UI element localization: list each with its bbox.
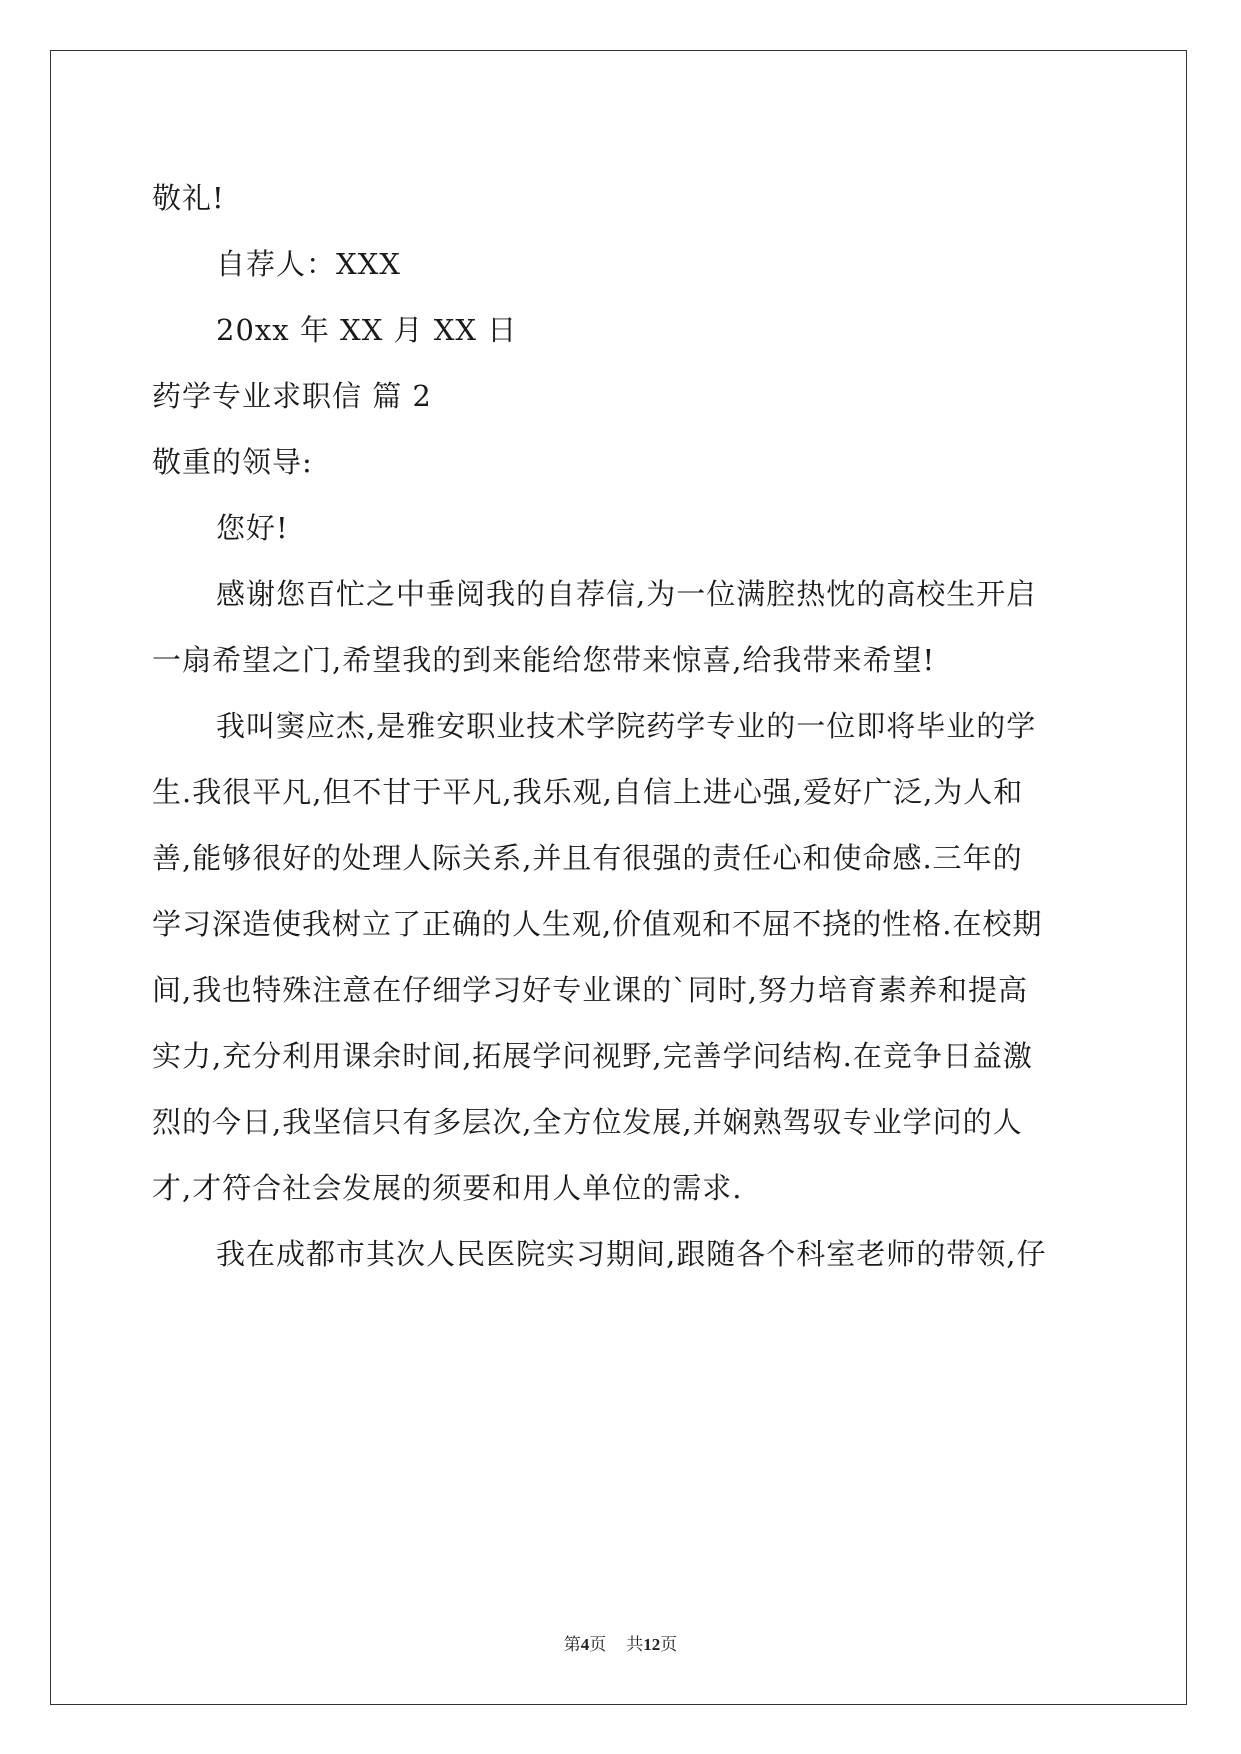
body-line: 烈的今日,我坚信只有多层次,全方位发展,并娴熟驾驭专业学问的人 — [152, 1105, 1023, 1139]
greeting: 您好! — [216, 511, 289, 545]
body-line: 间,我也特殊注意在仔细学习好专业课的`同时,努力培育素养和提高 — [152, 973, 1028, 1007]
page-suffix: 页 — [589, 1635, 607, 1654]
body-line: 我叫窦应杰,是雅安职业技术学院药学专业的一位即将毕业的学 — [216, 709, 1037, 743]
letter-salutation: 敬重的领导: — [152, 445, 313, 479]
body-line: 实力,充分利用课余时间,拓展学问视野,完善学问结构.在竞争日益激 — [152, 1039, 1033, 1073]
body-line: 我在成都市其次人民医院实习期间,跟随各个科室老师的带领,仔 — [216, 1237, 1047, 1271]
total-prefix: 共 — [626, 1635, 644, 1654]
total-suffix: 页 — [660, 1635, 678, 1654]
body-line: 生.我很平凡,但不甘于平凡,我乐观,自信上进心强,爱好广泛,为人和 — [152, 775, 1024, 809]
page-footer — [0, 1630, 1241, 1655]
current-page-number: 4 — [580, 1635, 590, 1654]
document-body — [152, 165, 1092, 1287]
total-page-count: 12 — [643, 1635, 661, 1654]
body-line: 才,才符合社会发展的须要和用人单位的需求. — [152, 1171, 743, 1205]
body-line: 感谢您百忙之中垂阅我的自荐信,为一位满腔热忱的高校生开启 — [216, 577, 1037, 611]
body-line: 善,能够很好的处理人际关系,并且有很强的责任心和使命感.三年的 — [152, 841, 1023, 875]
page-prefix: 第 — [563, 1635, 581, 1654]
signature-name: 自荐人：XXX — [216, 247, 401, 281]
signature-date: 20xx 年 XX 月 XX 日 — [216, 313, 518, 347]
body-line: 一扇希望之门,希望我的到来能给您带来惊喜,给我带来希望! — [152, 643, 936, 677]
closing-salutation: 敬礼! — [152, 181, 225, 215]
body-line: 学习深造使我树立了正确的人生观,价值观和不屈不挠的性格.在校期 — [152, 907, 1043, 941]
section-heading: 药学专业求职信 篇 2 — [152, 379, 432, 413]
